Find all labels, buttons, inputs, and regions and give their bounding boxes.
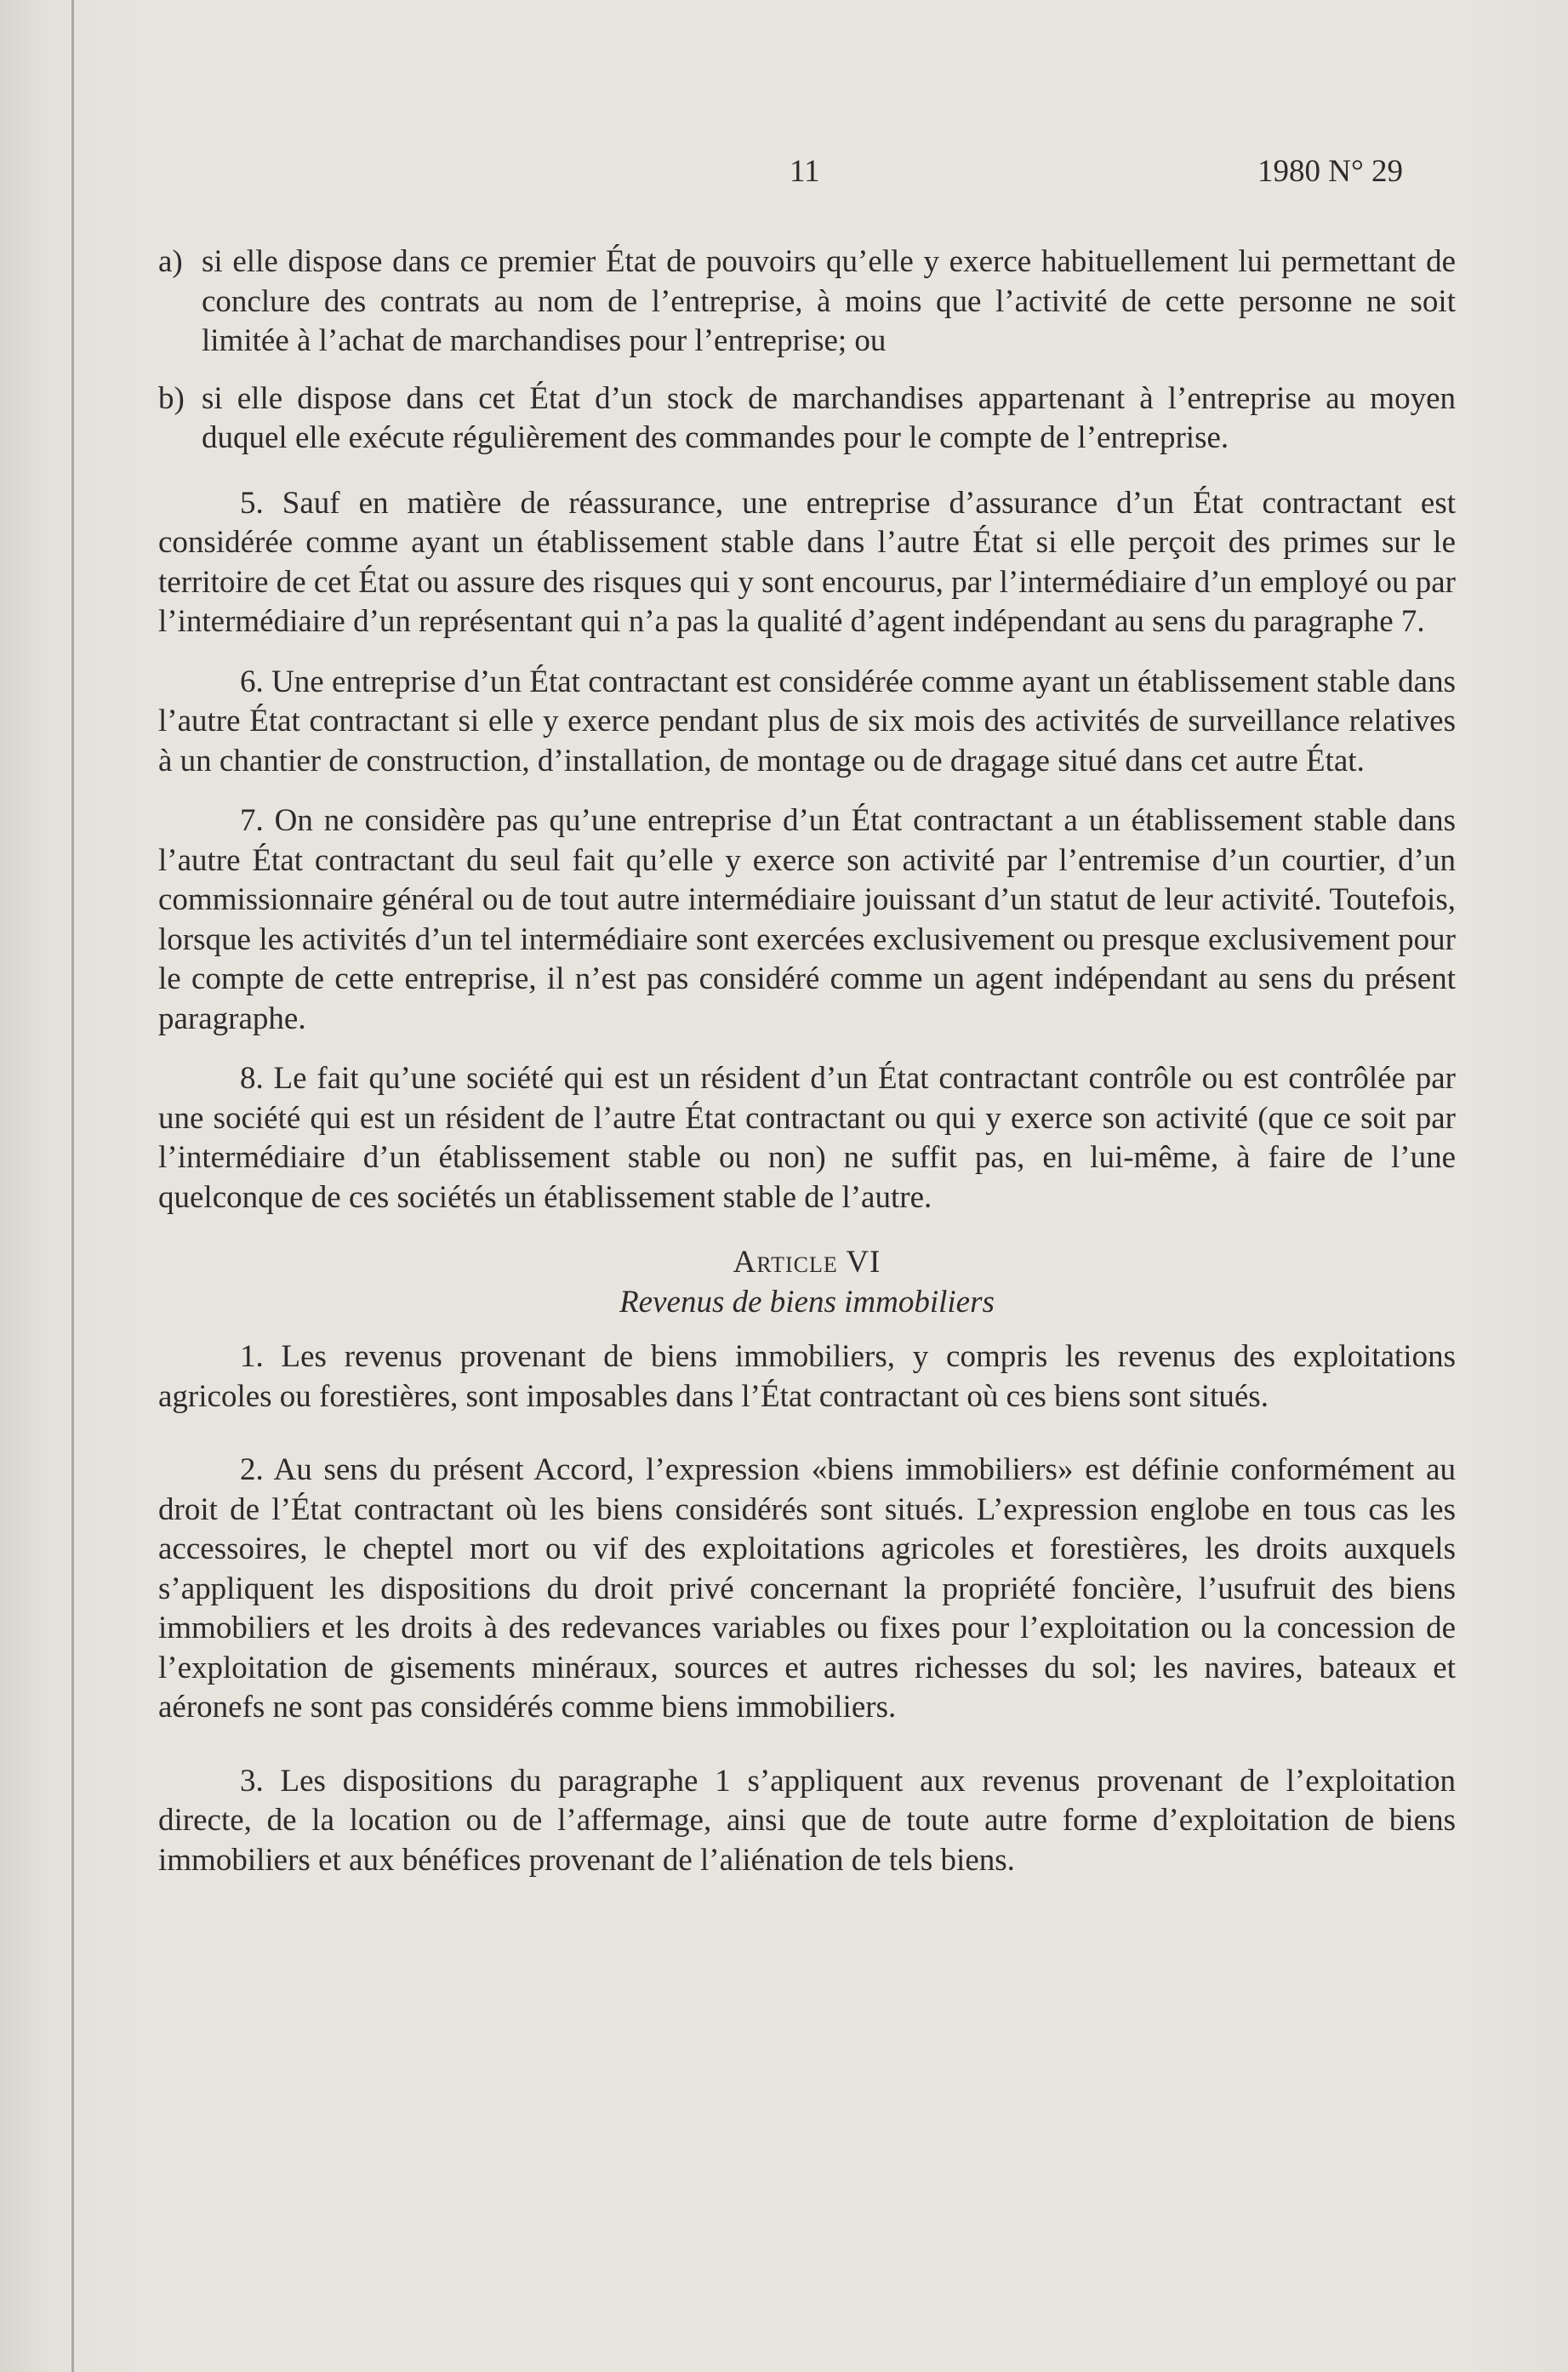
- paragraph-5: 5. Sauf en matière de réassurance, une entreprise d’assurance d’un État contractant est considérée comme ayant un établissement stable dans l’autre État si elle perçoit des primes sur le territoire de cet État ou assure des risques qui y sont encourus, par l’intermédiaire d’un employé ou par l’intermédiaire d’un représentant qui n’a pas la qualité d’agent indépendant au sens du paragraphe 7.: [158, 485, 1456, 639]
- article-heading: Article VI: [733, 1245, 881, 1280]
- paragraph-7: 7. On ne considère pas qu’une entreprise d’un État contractant a un établissement stable dans l’autre État contractant du seul fait qu’elle y exerce son activité par l’entremise d’un courtier, d’un commissionnaire général ou de tout autre intermédiaire jouissant d’un statut de leur activité. Toutefois, lorsque les activités d’un tel intermédiaire sont exercées exclusivement ou presque exclusivement pour le compte de cette entreprise, il n’est pas considéré comme un agent indépendant au sens du présent paragraphe.: [158, 803, 1456, 1036]
- list-item-text: si elle dispose dans ce premier État de pouvoirs qu’elle y exerce habituellement lui permettant de conclure des contrats au nom de l’entreprise, à moins que l’activité de cette personne ne soit limitée à l’achat de marchandises pour l’entreprise; ou: [202, 244, 1456, 358]
- article-paragraph-2: 2. Au sens du présent Accord, l’expression «biens immobiliers» est définie conformément au droit de l’État contractant où les biens considérés sont situés. L’expression englobe en tous cas les accessoires, le cheptel mort ou vif des exploitations agricoles et forestières, les droits auxquels s’appliquent les dispositions du droit privé concernant la propriété foncière, l’usufruit des biens immobiliers et les droits à des redevances variables ou fixes pour l’exploitation ou la concession de l’exploitation de gisements minéraux, sources et autres richesses du sol; les navires, bateaux et aéronefs ne sont pas considérés comme biens immobiliers.: [158, 1452, 1456, 1725]
- list-item-text: si elle dispose dans cet État d’un stock de marchandises appartenant à l’entreprise au moyen duquel elle exécute régulièrement des commandes pour le compte de l’entreprise.: [202, 380, 1456, 455]
- list-item-label: a): [158, 244, 183, 279]
- paragraph-8: 8. Le fait qu’une société qui est un résident d’un État contractant contrôle ou est contrôlée par une société qui est un résident de l’autre État contractant ou qui y exerce son activité (que ce soit par l’intermédiaire d’un établissement stable ou non) ne suffit pas, en lui-même, à faire de l’une quelconque de ces sociétés un établissement stable de l’autre.: [158, 1061, 1456, 1215]
- page-header: [0, 153, 1568, 204]
- document-id: 1980 N° 29: [1257, 154, 1404, 189]
- list-item-label: b): [158, 380, 185, 416]
- paragraph-6: 6. Une entreprise d’un État contractant est considérée comme ayant un établissement stable dans l’autre État contractant si elle y exerce pendant plus de six mois des activités de surveillance relatives à un chantier de construction, d’installation, de montage ou de dragage situé dans cet autre État.: [158, 664, 1456, 778]
- page-number: 11: [790, 154, 820, 189]
- list-item: [158, 242, 1456, 362]
- document-body: [158, 242, 1456, 1901]
- article-title: Revenus de biens immobiliers: [619, 1284, 995, 1320]
- article-paragraph-1: 1. Les revenus provenant de biens immobiliers, y compris les revenus des exploitations agricoles ou forestières, sont imposables dans l’État contractant où ces biens sont situés.: [158, 1339, 1456, 1414]
- list-item: [158, 379, 1456, 459]
- article-paragraph-3: 3. Les dispositions du paragraphe 1 s’appliquent aux revenus provenant de l’exploitation directe, de la location ou de l’affermage, ainsi que de toute autre forme d’exploitation de biens immobiliers et aux bénéfices provenant de l’aliénation de tels biens.: [158, 1763, 1456, 1878]
